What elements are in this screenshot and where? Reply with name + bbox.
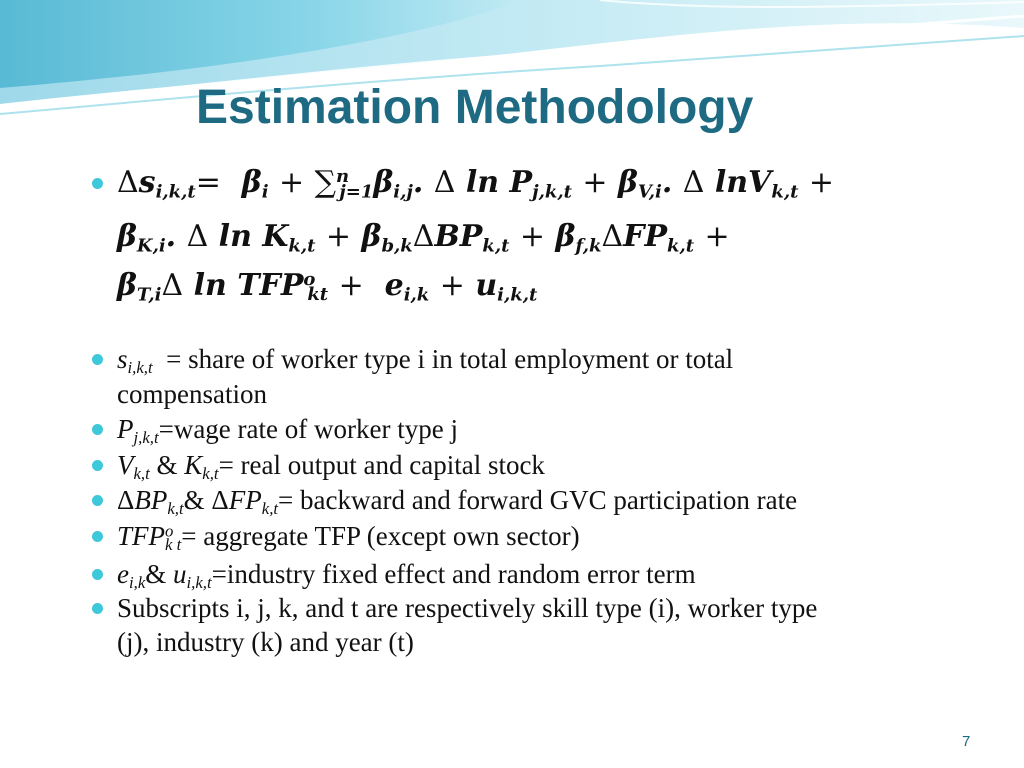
bullet-dot (92, 531, 103, 542)
equation-line-1: $\Delta s_{i,k,t}= \beta_i + \sum^n_{j=1}\beta_{i,j}$. Δ $\ln P_{j,k,t} + \beta_{V,i}$. Δ lnV$_{k,t}$ + (117, 165, 834, 203)
bullet-dot (92, 603, 103, 614)
definition-share-cont: compensation (117, 379, 267, 409)
definition-gvc: $\Delta BP_{k,t}\&$ $\Delta FP_{k,t}=$ backward and forward GVC participation rate (117, 485, 798, 519)
definition-subscripts: Subscripts i, j, k, and t are respectively skill type (i), worker type (117, 593, 818, 623)
bullet-dot (92, 495, 103, 506)
definition-share: $s_{i,k,t}$ = share of worker type i in total employment or total (117, 344, 734, 378)
bullet-dot (92, 178, 103, 189)
definition-subscripts-cont: (j), industry (k) and year (t) (117, 627, 414, 657)
slide-title: Estimation Methodology (196, 81, 754, 134)
equation-line-2: $\beta_{K,i}$. Δ $\ln K_{k,t} + \beta_{b,k}\Delta BP_{k,t} + \beta_{f,k}\Delta FP_{k,t}$ + (117, 219, 730, 257)
definition-output-capital: $V_{k,t}$ & $K_{k,t}=$ real output and capital stock (117, 450, 545, 484)
definition-errors: $e_{i,k}\&$ $u_{i,k,t}=industry$ fixed effect and random error term (117, 559, 696, 593)
equation-line-3: $\beta_{T,i}\Delta$ $\ln TFP^o_{kt} + e_{i,k} + u_{i,k,t}$ (117, 268, 538, 306)
definition-tfp: $TFP^o_{k t}=$ aggregate TFP (except own sector) (117, 521, 580, 555)
bullet-dot (92, 354, 103, 365)
bullet-dot (92, 569, 103, 580)
bullet-dot (92, 460, 103, 471)
page-number: 7 (962, 733, 971, 750)
bullet-dot (92, 424, 103, 435)
definition-wage: $P_{j,k,t}=wage$ rate of worker type j (117, 414, 458, 448)
